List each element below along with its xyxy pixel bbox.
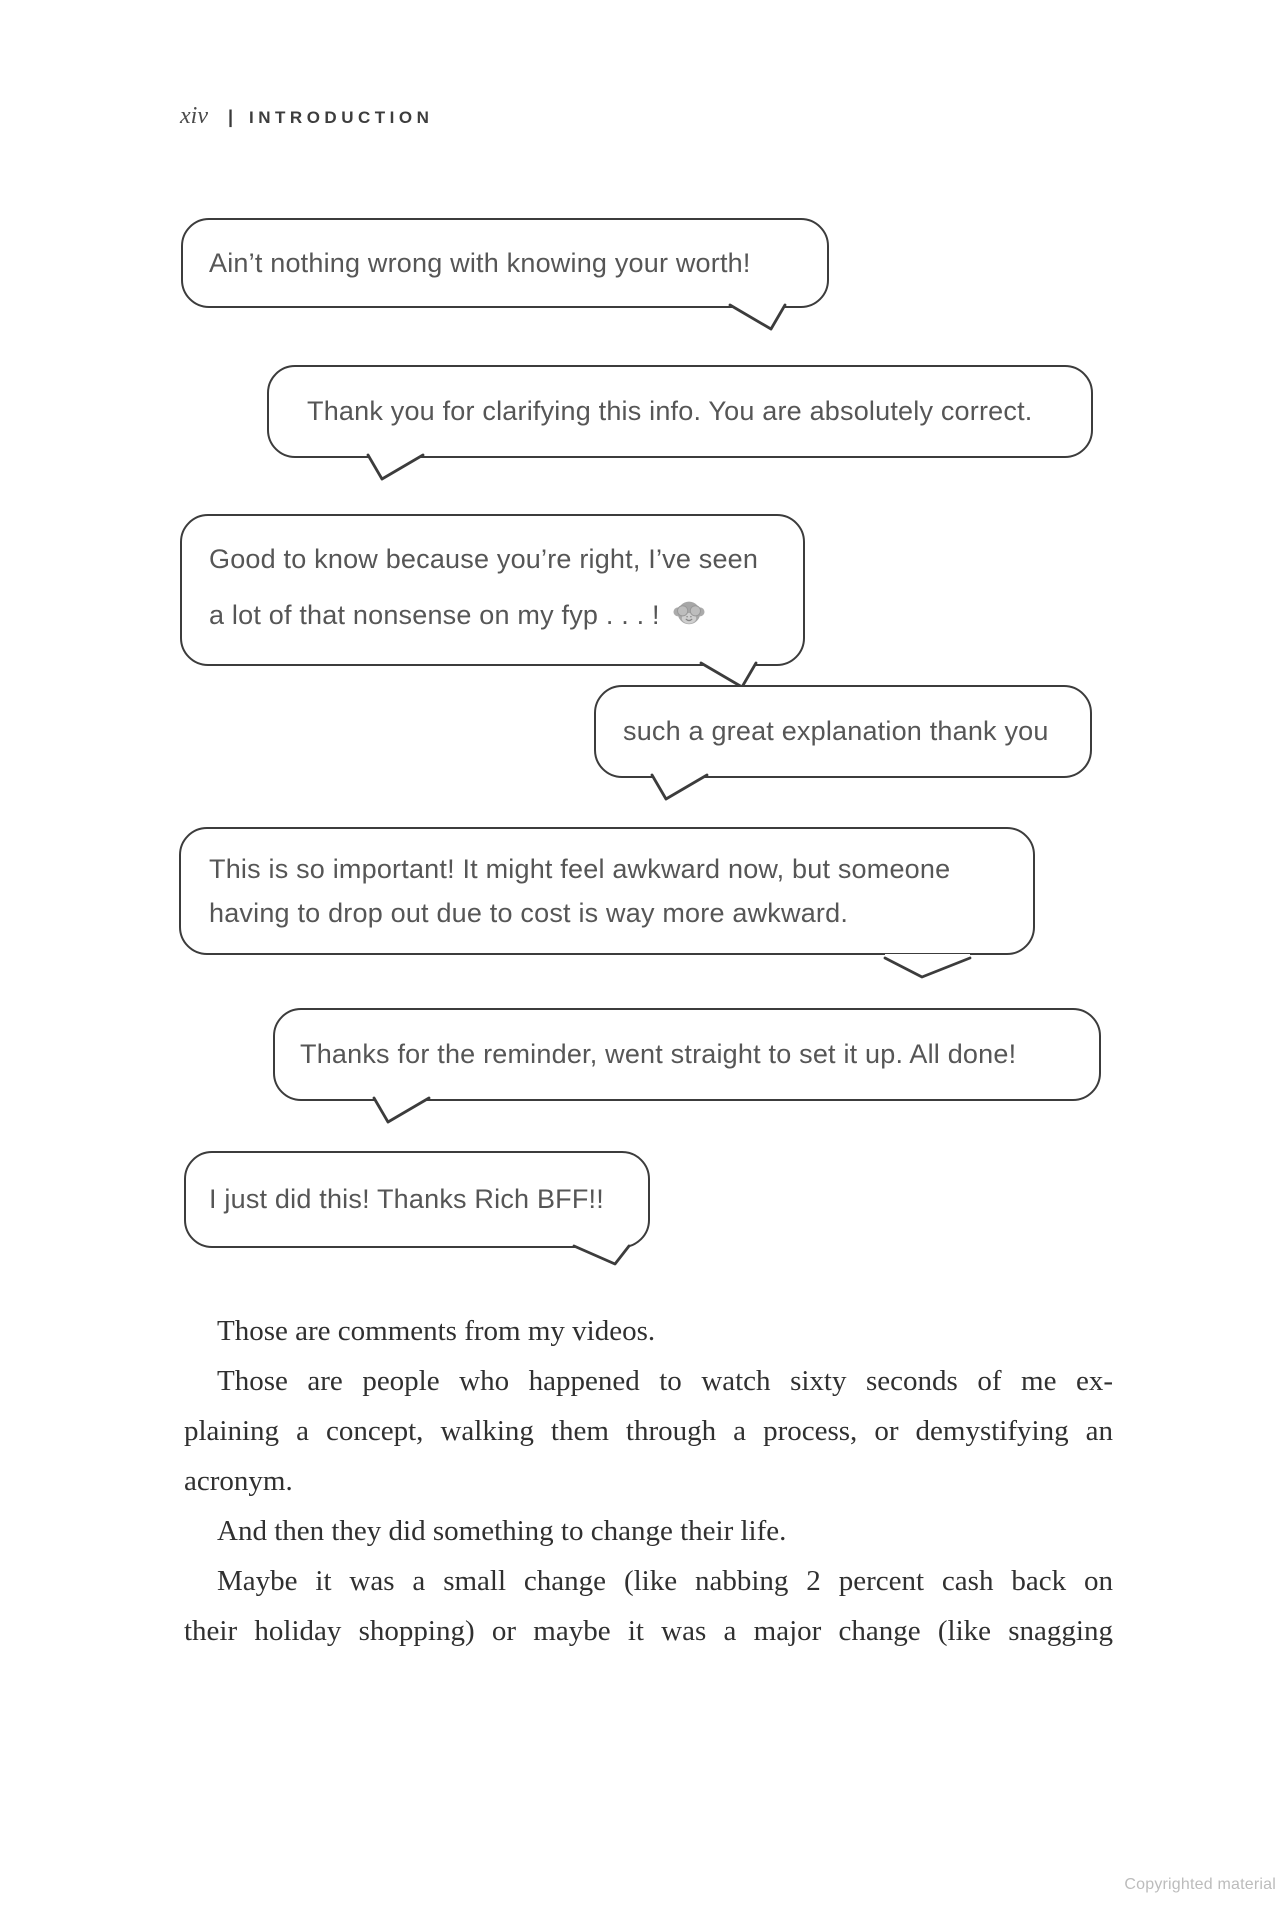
comment-text: Thank you for clarifying this info. You are absolutely correct. bbox=[307, 396, 1033, 426]
section-title: INTRODUCTION bbox=[249, 108, 434, 127]
comment-bubble-1 bbox=[181, 218, 829, 308]
page-header bbox=[180, 103, 433, 130]
comment-text-line-2: a lot of that nonsense on my fyp . . . ! bbox=[209, 587, 803, 650]
body-line: Those are comments from my videos. bbox=[217, 1315, 656, 1347]
comment-text: Ain’t nothing wrong with knowing your worth! bbox=[209, 247, 751, 278]
speech-tail-left-icon bbox=[370, 1094, 432, 1126]
comment-bubble-2 bbox=[267, 365, 1093, 458]
speech-tail-right-icon bbox=[571, 1242, 633, 1268]
page-number: xiv bbox=[180, 103, 208, 129]
comment-bubble-4 bbox=[594, 685, 1092, 778]
comment-text-line-2: having to drop out due to cost is way more awkward. bbox=[209, 898, 849, 928]
speech-tail-left-icon bbox=[364, 451, 426, 483]
speech-tail-left-icon bbox=[648, 771, 710, 803]
body-line: Those are people who happened to watch sixty seconds of me ex- bbox=[217, 1365, 1113, 1397]
body-line: their holiday shopping) or maybe it was a major change (like snagging bbox=[184, 1615, 1113, 1647]
comment-text: such a great explanation thank you bbox=[623, 716, 1049, 746]
header-divider: | bbox=[227, 107, 234, 127]
body-line: acronym. bbox=[184, 1465, 293, 1497]
comment-bubble-5 bbox=[179, 827, 1035, 955]
comment-bubble-6 bbox=[273, 1008, 1101, 1101]
body-text bbox=[184, 1306, 1113, 1656]
body-line: plaining a concept, walking them through a process, or demystifying an bbox=[184, 1415, 1113, 1447]
copyright-notice: Copyrighted material bbox=[1124, 1876, 1276, 1893]
comment-text-line-1: Good to know because you’re right, I’ve seen bbox=[209, 543, 759, 574]
comment-text: I just did this! Thanks Rich BFF!! bbox=[209, 1184, 604, 1214]
body-line: And then they did something to change their life. bbox=[217, 1515, 787, 1547]
comment-bubble-3 bbox=[180, 514, 805, 666]
see-no-evil-monkey-emoji bbox=[672, 594, 706, 650]
comment-text-line-1: This is so important! It might feel awkward now, but someone bbox=[209, 854, 951, 884]
comment-text: Thanks for the reminder, went straight to set it up. All done! bbox=[300, 1039, 1017, 1069]
body-line: Maybe it was a small change (like nabbing 2 percent cash back on bbox=[217, 1565, 1113, 1597]
speech-tail-right-icon bbox=[727, 301, 789, 333]
speech-tail-right-icon bbox=[882, 954, 974, 980]
comment-bubble-7 bbox=[184, 1151, 650, 1248]
